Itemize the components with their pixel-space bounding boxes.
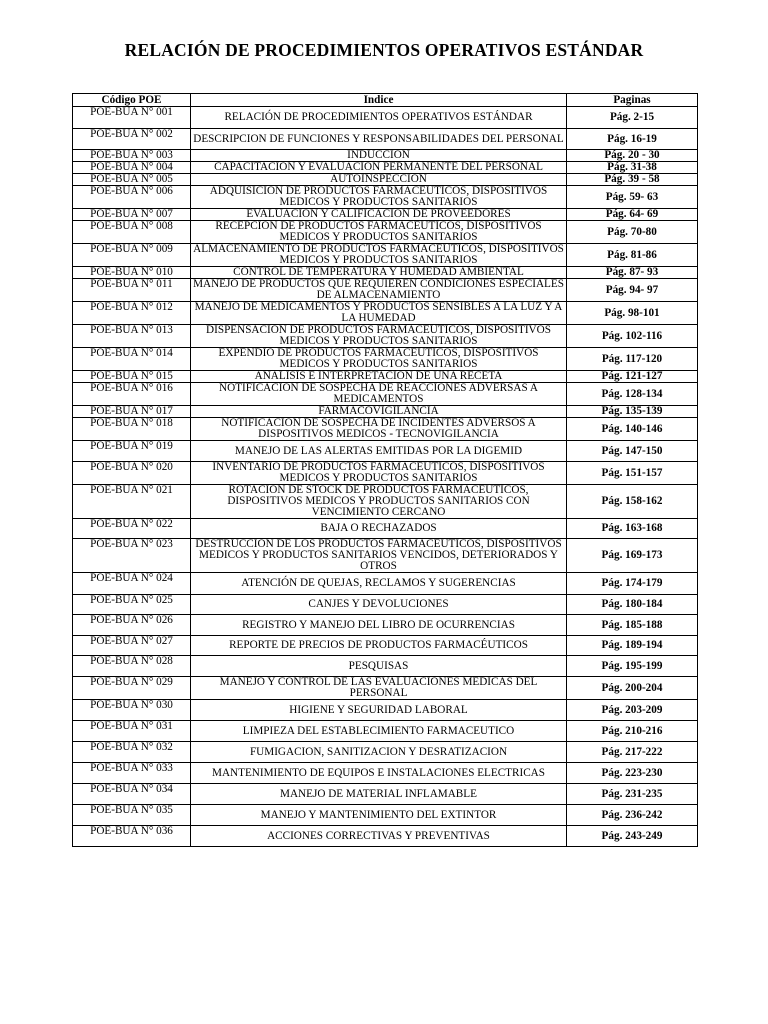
row-code: POE-BUA N° 008 bbox=[73, 221, 191, 244]
row-code: POE-BUA N° 021 bbox=[73, 485, 191, 519]
table-row bbox=[73, 742, 698, 763]
row-pages: Pág. 121-127 bbox=[567, 371, 698, 383]
row-pages: Pág. 200-204 bbox=[567, 677, 698, 700]
row-index: ACCIONES CORRECTIVAS Y PREVENTIVAS bbox=[191, 826, 567, 847]
row-code: POE-BUA N° 033 bbox=[73, 763, 191, 784]
row-pages: Pág. 20 - 30 bbox=[567, 150, 698, 162]
table-row bbox=[73, 221, 698, 244]
row-pages: Pág. 98-101 bbox=[567, 302, 698, 325]
row-index: BAJA O RECHAZADOS bbox=[191, 519, 567, 539]
table-row bbox=[73, 267, 698, 279]
row-code: POE-BUA N° 034 bbox=[73, 784, 191, 805]
row-code: POE-BUA N° 012 bbox=[73, 302, 191, 325]
row-pages: Pág. 163-168 bbox=[567, 519, 698, 539]
row-index: ATENCIÓN DE QUEJAS, RECLAMOS Y SUGERENCIAS bbox=[191, 573, 567, 595]
table-row bbox=[73, 150, 698, 162]
table-row bbox=[73, 129, 698, 150]
table-row bbox=[73, 371, 698, 383]
row-index: HIGIENE Y SEGURIDAD LABORAL bbox=[191, 700, 567, 721]
row-code: POE-BUA N° 022 bbox=[73, 519, 191, 539]
row-code: POE-BUA N° 013 bbox=[73, 325, 191, 348]
row-pages: Pág. 151-157 bbox=[567, 462, 698, 485]
row-pages: Pág. 236-242 bbox=[567, 805, 698, 826]
row-code: POE-BUA N° 014 bbox=[73, 348, 191, 371]
row-pages: Pág. 189-194 bbox=[567, 636, 698, 656]
row-pages: Pág. 70-80 bbox=[567, 221, 698, 244]
row-index: CANJES Y DEVOLUCIONES bbox=[191, 595, 567, 615]
table-row bbox=[73, 656, 698, 677]
table-row bbox=[73, 721, 698, 742]
row-index: REPORTE DE PRECIOS DE PRODUCTOS FARMACÉUTICOS bbox=[191, 636, 567, 656]
table-row bbox=[73, 595, 698, 615]
row-code: POE-BUA N° 025 bbox=[73, 595, 191, 615]
table-row bbox=[73, 302, 698, 325]
row-pages: Pág. 210-216 bbox=[567, 721, 698, 742]
table-row bbox=[73, 325, 698, 348]
row-pages: Pág. 102-116 bbox=[567, 325, 698, 348]
row-code: POE-BUA N° 010 bbox=[73, 267, 191, 279]
table-row bbox=[73, 763, 698, 784]
row-pages: Pág. 81-86 bbox=[567, 244, 698, 267]
row-index: NOTIFICACION DE SOSPECHA DE INCIDENTES ADVERSOS A DISPOSITIVOS MEDICOS - TECNOVIGILANCIA bbox=[191, 418, 567, 441]
table-header-row bbox=[73, 94, 698, 107]
row-pages: Pág. 2-15 bbox=[567, 107, 698, 129]
row-pages: Pág. 64- 69 bbox=[567, 209, 698, 221]
table-row bbox=[73, 519, 698, 539]
row-index: MANEJO DE PRODUCTOS QUE REQUIEREN CONDICIONES ESPECIALES DE ALMACENAMIENTO bbox=[191, 279, 567, 302]
row-code: POE-BUA N° 030 bbox=[73, 700, 191, 721]
row-code: POE-BUA N° 023 bbox=[73, 539, 191, 573]
table-row bbox=[73, 406, 698, 418]
row-index: PESQUISAS bbox=[191, 656, 567, 677]
row-pages: Pág. 185-188 bbox=[567, 615, 698, 636]
row-pages: Pág. 59- 63 bbox=[567, 186, 698, 209]
row-index: INVENTARIO DE PRODUCTOS FARMACEUTICOS, DISPOSITIVOS MEDICOS Y PRODUCTOS SANITARIOS bbox=[191, 462, 567, 485]
table-row bbox=[73, 826, 698, 847]
row-index: LIMPIEZA DEL ESTABLECIMIENTO FARMACEUTICO bbox=[191, 721, 567, 742]
row-code: POE-BUA N° 028 bbox=[73, 656, 191, 677]
row-pages: Pág. 231-235 bbox=[567, 784, 698, 805]
row-code: POE-BUA N° 005 bbox=[73, 174, 191, 186]
row-code: POE-BUA N° 029 bbox=[73, 677, 191, 700]
row-index: DESTRUCCION DE LOS PRODUCTOS FARMACEUTICOS, DISPOSITIVOS MEDICOS Y PRODUCTOS SANITARIOS VENCIDOS, DETERIORADOS Y OTROS bbox=[191, 539, 567, 573]
row-code: POE-BUA N° 019 bbox=[73, 441, 191, 462]
table-row bbox=[73, 383, 698, 406]
row-pages: Pág. 135-139 bbox=[567, 406, 698, 418]
row-index: ADQUISICION DE PRODUCTOS FARMACEUTICOS, DISPOSITIVOS MEDICOS Y PRODUCTOS SANITARIOS bbox=[191, 186, 567, 209]
row-index: FUMIGACION, SANITIZACION Y DESRATIZACION bbox=[191, 742, 567, 763]
page-title: RELACIÓN DE PROCEDIMIENTOS OPERATIVOS ESTÁNDAR bbox=[124, 40, 644, 60]
row-code: POE-BUA N° 011 bbox=[73, 279, 191, 302]
row-index: RELACIÓN DE PROCEDIMIENTOS OPERATIVOS ESTÁNDAR bbox=[191, 107, 567, 129]
row-index: EVALUACION Y CALIFICACION DE PROVEEDORES bbox=[191, 209, 567, 221]
row-index: DISPENSACION DE PRODUCTOS FARMACEUTICOS, DISPOSITIVOS MEDICOS Y PRODUCTOS SANITARIOS bbox=[191, 325, 567, 348]
table-body bbox=[73, 107, 698, 847]
row-code: POE-BUA N° 009 bbox=[73, 244, 191, 267]
row-pages: Pág. 180-184 bbox=[567, 595, 698, 615]
row-index: MANEJO Y MANTENIMIENTO DEL EXTINTOR bbox=[191, 805, 567, 826]
row-pages: Pág. 158-162 bbox=[567, 485, 698, 519]
row-index: CONTROL DE TEMPERATURA Y HUMEDAD AMBIENTAL bbox=[191, 267, 567, 279]
row-pages: Pág. 117-120 bbox=[567, 348, 698, 371]
row-pages: Pág. 203-209 bbox=[567, 700, 698, 721]
row-code: POE-BUA N° 004 bbox=[73, 162, 191, 174]
row-pages: Pág. 147-150 bbox=[567, 441, 698, 462]
row-index: INDUCCION bbox=[191, 150, 567, 162]
table-row bbox=[73, 186, 698, 209]
row-index: AUTOINSPECCION bbox=[191, 174, 567, 186]
row-code: POE-BUA N° 026 bbox=[73, 615, 191, 636]
row-index: REGISTRO Y MANEJO DEL LIBRO DE OCURRENCIAS bbox=[191, 615, 567, 636]
row-index: EXPENDIO DE PRODUCTOS FARMACEUTICOS, DISPOSITIVOS MEDICOS Y PRODUCTOS SANITARIOS bbox=[191, 348, 567, 371]
row-pages: Pág. 39 - 58 bbox=[567, 174, 698, 186]
row-index: ALMACENAMIENTO DE PRODUCTOS FARMACEUTICOS, DISPOSITIVOS MEDICOS Y PRODUCTOS SANITARIOS bbox=[191, 244, 567, 267]
procedures-table bbox=[72, 93, 698, 847]
row-pages: Pág. 243-249 bbox=[567, 826, 698, 847]
row-index: MANEJO DE MATERIAL INFLAMABLE bbox=[191, 784, 567, 805]
row-pages: Pág. 223-230 bbox=[567, 763, 698, 784]
table-row bbox=[73, 784, 698, 805]
row-index: MANEJO DE LAS ALERTAS EMITIDAS POR LA DIGEMID bbox=[191, 441, 567, 462]
header-pages: Paginas bbox=[567, 94, 698, 107]
row-code: POE-BUA N° 020 bbox=[73, 462, 191, 485]
table-row bbox=[73, 636, 698, 656]
row-index: ROTACION DE STOCK DE PRODUCTOS FARMACEUTICOS, DISPOSITIVOS MEDICOS Y PRODUCTOS SANITARIOS CON VENCIMIENTO CERCANO bbox=[191, 485, 567, 519]
row-pages: Pág. 87- 93 bbox=[567, 267, 698, 279]
table-row bbox=[73, 615, 698, 636]
row-index: FARMACOVIGILANCIA bbox=[191, 406, 567, 418]
row-code: POE-BUA N° 024 bbox=[73, 573, 191, 595]
table-row bbox=[73, 348, 698, 371]
row-index: MANEJO DE MEDICAMENTOS Y PRODUCTOS SENSIBLES A LA LUZ Y A LA HUMEDAD bbox=[191, 302, 567, 325]
row-pages: Pág. 174-179 bbox=[567, 573, 698, 595]
table-row bbox=[73, 485, 698, 519]
table-row bbox=[73, 107, 698, 129]
row-code: POE-BUA N° 006 bbox=[73, 186, 191, 209]
row-code: POE-BUA N° 035 bbox=[73, 805, 191, 826]
header-index: Indice bbox=[191, 94, 567, 107]
table-row bbox=[73, 539, 698, 573]
row-pages: Pág. 140-146 bbox=[567, 418, 698, 441]
table-row bbox=[73, 573, 698, 595]
row-code: POE-BUA N° 007 bbox=[73, 209, 191, 221]
row-pages: Pág. 31-38 bbox=[567, 162, 698, 174]
row-code: POE-BUA N° 031 bbox=[73, 721, 191, 742]
table-row bbox=[73, 418, 698, 441]
row-code: POE-BUA N° 036 bbox=[73, 826, 191, 847]
table-row bbox=[73, 279, 698, 302]
row-code: POE-BUA N° 027 bbox=[73, 636, 191, 656]
row-pages: Pág. 169-173 bbox=[567, 539, 698, 573]
row-pages: Pág. 128-134 bbox=[567, 383, 698, 406]
table-row bbox=[73, 462, 698, 485]
row-code: POE-BUA N° 032 bbox=[73, 742, 191, 763]
row-code: POE-BUA N° 002 bbox=[73, 129, 191, 150]
table-row bbox=[73, 209, 698, 221]
row-code: POE-BUA N° 016 bbox=[73, 383, 191, 406]
row-index: MANTENIMIENTO DE EQUIPOS E INSTALACIONES ELECTRICAS bbox=[191, 763, 567, 784]
table-row bbox=[73, 244, 698, 267]
table-row bbox=[73, 174, 698, 186]
table-row bbox=[73, 805, 698, 826]
row-index: MANEJO Y CONTROL DE LAS EVALUACIONES MEDICAS DEL PERSONAL bbox=[191, 677, 567, 700]
row-code: POE-BUA N° 018 bbox=[73, 418, 191, 441]
header-code: Código POE bbox=[73, 94, 191, 107]
row-index: ANALISIS E INTERPRETACION DE UNA RECETA bbox=[191, 371, 567, 383]
table-row bbox=[73, 677, 698, 700]
table-row bbox=[73, 162, 698, 174]
row-pages: Pág. 94- 97 bbox=[567, 279, 698, 302]
row-index: RECEPCION DE PRODUCTOS FARMACEUTICOS, DISPOSITIVOS MEDICOS Y PRODUCTOS SANITARIOS bbox=[191, 221, 567, 244]
row-index: DESCRIPCION DE FUNCIONES Y RESPONSABILIDADES DEL PERSONAL bbox=[191, 129, 567, 150]
row-code: POE-BUA N° 001 bbox=[73, 107, 191, 129]
row-pages: Pág. 217-222 bbox=[567, 742, 698, 763]
row-index: CAPACITACION Y EVALUACION PERMANENTE DEL PERSONAL bbox=[191, 162, 567, 174]
row-code: POE-BUA N° 015 bbox=[73, 371, 191, 383]
row-code: POE-BUA N° 017 bbox=[73, 406, 191, 418]
table-row bbox=[73, 700, 698, 721]
row-code: POE-BUA N° 003 bbox=[73, 150, 191, 162]
table-row bbox=[73, 441, 698, 462]
row-pages: Pág. 195-199 bbox=[567, 656, 698, 677]
row-index: NOTIFICACION DE SOSPECHA DE REACCIONES ADVERSAS A MEDICAMENTOS bbox=[191, 383, 567, 406]
row-pages: Pág. 16-19 bbox=[567, 129, 698, 150]
